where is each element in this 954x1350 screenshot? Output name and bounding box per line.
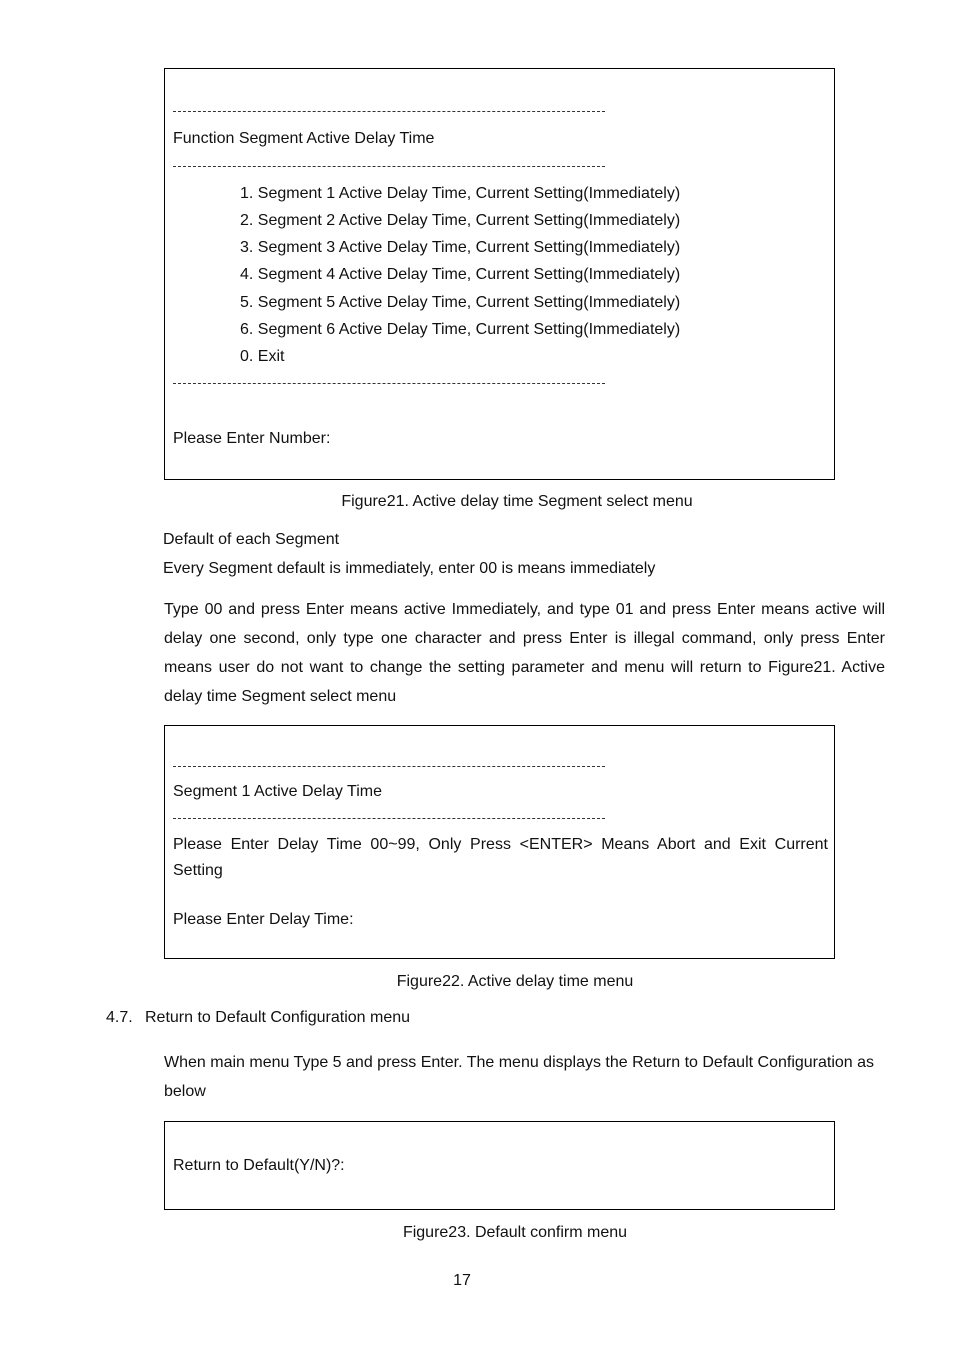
figure21-title: Function Segment Active Delay Time <box>173 130 435 147</box>
menu-item-5: 5. Segment 5 Active Delay Time, Current Setting(Immediately) <box>240 294 681 311</box>
divider <box>173 111 605 112</box>
menu-item-6: 6. Segment 6 Active Delay Time, Current Setting(Immediately) <box>240 321 681 338</box>
divider <box>173 818 605 819</box>
instruction-paragraph: Type 00 and press Enter means active Immediately, and type 01 and press Enter means active will delay one second, only type one character and press Enter is illegal command, only press Enter means user do not want to change the setting parameter and menu will return to Figure21. Active delay time Segment select menu <box>164 601 885 705</box>
menu-item-2: 2. Segment 2 Active Delay Time, Current Setting(Immediately) <box>240 212 681 229</box>
menu-item-1: 1. Segment 1 Active Delay Time, Current Setting(Immediately) <box>240 185 681 202</box>
figure21-caption: Figure21. Active delay time Segment select menu <box>341 493 693 510</box>
figure23-prompt: Return to Default(Y/N)?: <box>173 1157 345 1174</box>
section-paragraph: When main menu Type 5 and press Enter. The menu displays the Return to Default Configuration as below <box>164 1054 875 1100</box>
defaults-text: Every Segment default is immediately, enter 00 is means immediately <box>163 560 656 577</box>
figure22-caption: Figure22. Active delay time menu <box>396 973 634 990</box>
menu-item-3: 3. Segment 3 Active Delay Time, Current Setting(Immediately) <box>240 239 681 256</box>
menu-item-4: 4. Segment 4 Active Delay Time, Current Setting(Immediately) <box>240 266 681 283</box>
section-number: 4.7. <box>106 1009 133 1026</box>
figure23-terminal-box <box>164 1121 835 1210</box>
divider <box>173 166 605 167</box>
figure22-terminal-box <box>164 725 835 959</box>
page-number: 17 <box>453 1272 471 1289</box>
figure23-caption: Figure23. Default confirm menu <box>402 1224 628 1241</box>
menu-item-exit: 0. Exit <box>240 348 285 365</box>
defaults-heading: Default of each Segment <box>163 531 340 548</box>
section-title: Return to Default Configuration menu <box>145 1009 411 1026</box>
divider <box>173 383 605 384</box>
figure21-terminal-box <box>164 68 835 480</box>
divider <box>173 766 605 767</box>
figure22-instruction: Please Enter Delay Time 00~99, Only Press <ENTER> Means Abort and Exit Current Setting <box>173 836 828 879</box>
figure22-prompt: Please Enter Delay Time: <box>173 911 354 928</box>
figure22-title: Segment 1 Active Delay Time <box>173 783 382 800</box>
figure21-prompt: Please Enter Number: <box>173 430 331 447</box>
